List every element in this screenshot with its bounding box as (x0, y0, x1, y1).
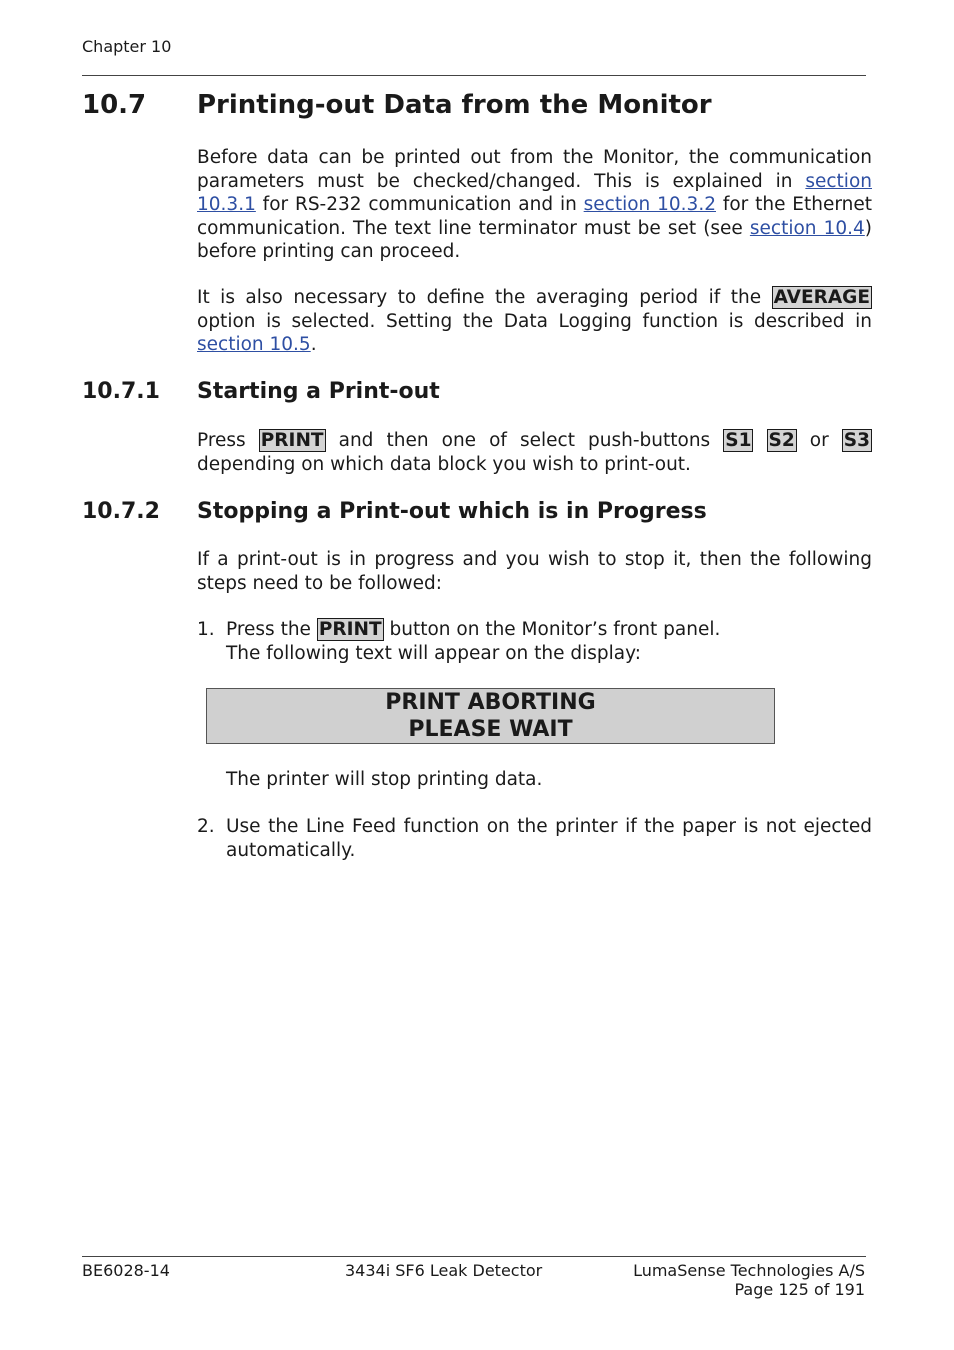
link-section-10-3-2[interactable]: section 10.3.2 (583, 194, 716, 215)
text-run: and then one of select push-buttons (325, 430, 724, 451)
text-run: for the Ethernet communication. The text line terminator must be set (see (197, 194, 872, 239)
footer-product: 3434i SF6 Leak Detector (345, 1261, 543, 1280)
running-header-chapter: Chapter 10 (82, 37, 172, 56)
s2-key: S2 (768, 430, 795, 451)
footer-doc-id: BE6028-14 (82, 1261, 170, 1280)
subsection-heading-2 (82, 499, 707, 524)
print-key: PRINT (260, 430, 324, 451)
step-2-number: 2. (197, 816, 215, 837)
print-key: PRINT (318, 619, 382, 640)
subsection-1-paragraph (197, 429, 872, 476)
section-title: Printing-out Data from the Monitor (197, 90, 712, 120)
section-heading (82, 90, 712, 120)
link-section-10-4[interactable]: section 10.4 (749, 217, 865, 239)
section-number: 10.7 (82, 90, 147, 120)
subsection-heading-1 (82, 379, 440, 404)
step-2-text: Use the Line Feed function on the printer if the paper is not ejected automatically. (226, 816, 872, 861)
subsection-number: 10.7.2 (82, 499, 160, 524)
text-run: . (310, 334, 317, 355)
text-run: Press the (226, 619, 317, 640)
step-1-text (226, 618, 872, 665)
s3-key: S3 (843, 430, 870, 451)
footer-company: LumaSense Technologies A/S (633, 1261, 865, 1280)
subsection-title: Starting a Print-out (197, 379, 440, 404)
text-run: depending on which data block you wish to print-out. (197, 453, 691, 475)
header-rule (82, 75, 866, 76)
step-1-number: 1. (197, 619, 215, 640)
link-section-10-5[interactable]: section 10.5 (197, 334, 311, 355)
average-key: AVERAGE (773, 287, 870, 308)
after-display-text: The printer will stop printing data. (226, 769, 543, 790)
text-run: Press (197, 430, 259, 451)
footer-page-number: Page 125 of 191 (734, 1280, 865, 1299)
subsection-title: Stopping a Print-out which is in Progress (197, 499, 707, 524)
display-line-1: PRINT ABORTING (385, 690, 596, 715)
text-run: It is also necessary to define the averaging period if the (197, 287, 772, 308)
subsection-2-intro: If a print-out is in progress and you wish to stop it, then the following steps need to be followed: (197, 549, 872, 594)
s1-key: S1 (725, 430, 752, 451)
text-run: The following text will appear on the display: (226, 642, 641, 664)
footer-rule (82, 1256, 866, 1257)
text-run: Before data can be printed out from the Monitor, the communication parameters must be checked/changed. This is explained in (197, 147, 872, 192)
section-paragraph-2 (197, 286, 872, 357)
display-line-2: PLEASE WAIT (408, 717, 573, 742)
text-run: or (796, 430, 842, 451)
monitor-display-message (206, 688, 775, 744)
text-run: for RS-232 communication and in (255, 194, 584, 215)
subsection-number: 10.7.1 (82, 379, 160, 404)
section-paragraph-1 (197, 146, 872, 264)
text-run: ) before printing can proceed. (197, 217, 873, 262)
link-section-10-3-1[interactable]: section 10.3.1 (197, 170, 872, 215)
text-run: button on the Monitor’s front panel. (383, 619, 721, 640)
text-run: option is selected. Setting the Data Logging function is described in (197, 310, 872, 332)
